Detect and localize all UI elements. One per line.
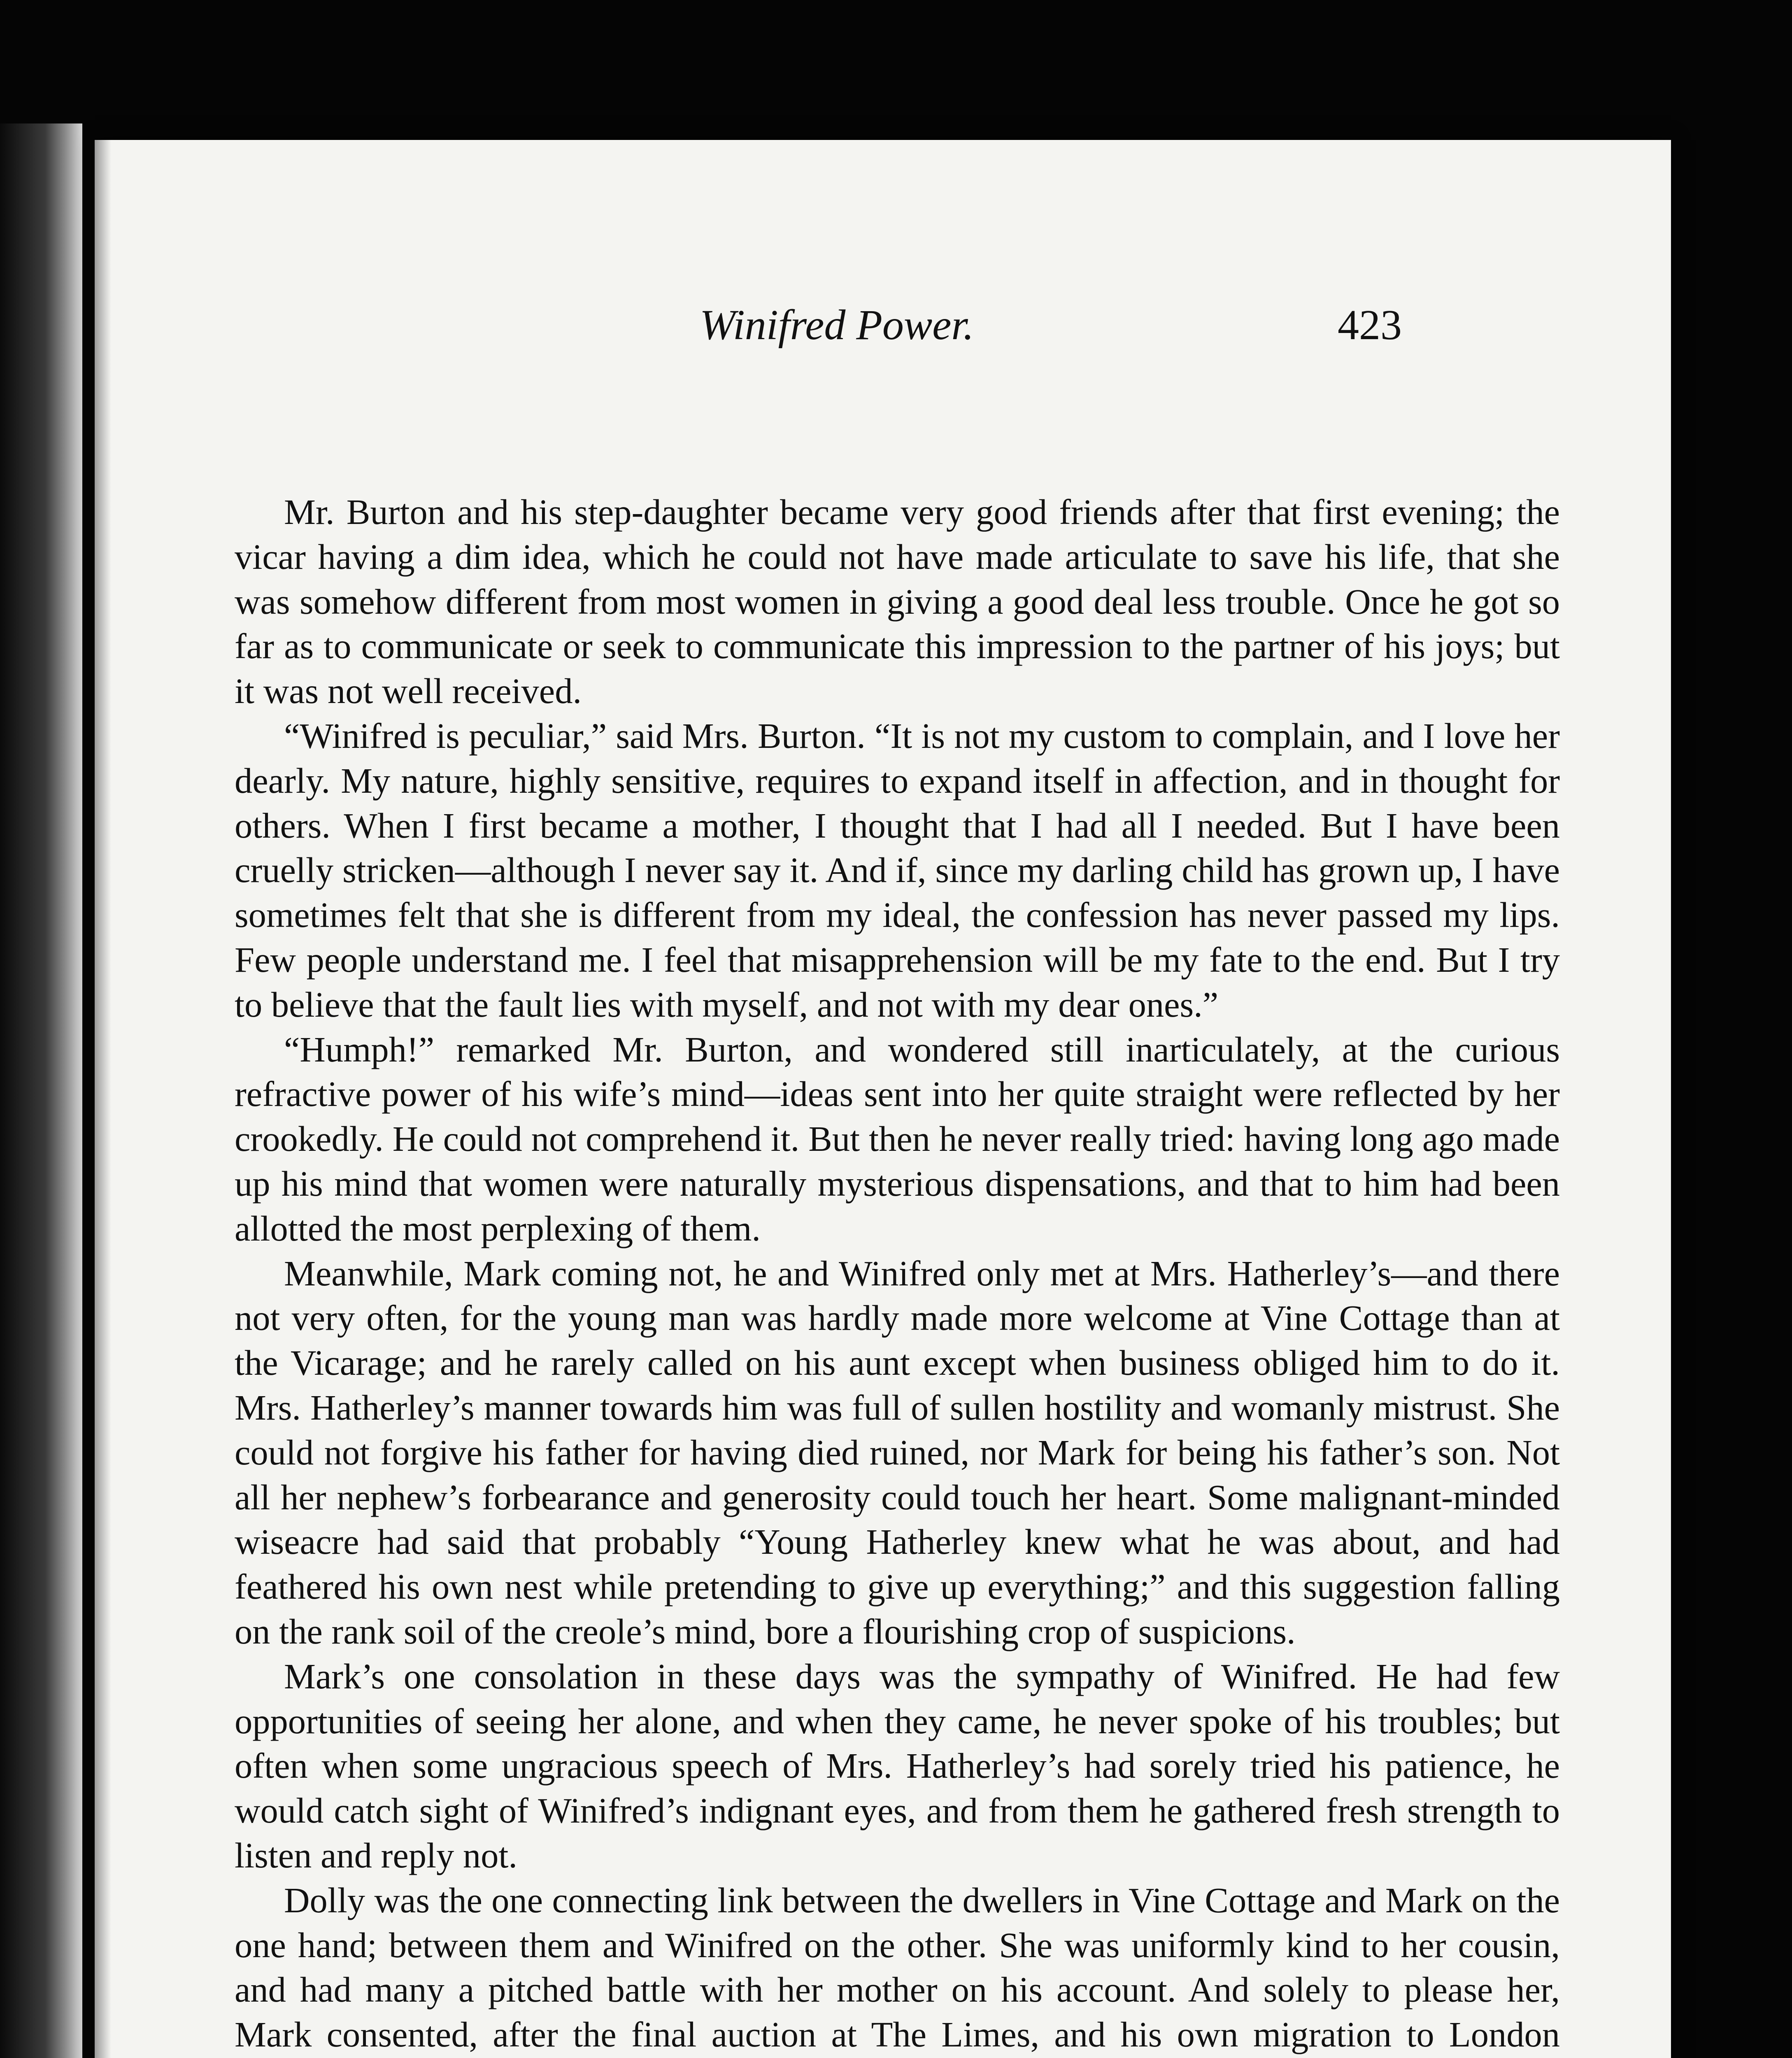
paragraph: Mr. Burton and his step-daughter became very good friends after that first evening; the vicar having a dim idea, which he could not have made articulate to save his life, that she was somehow different from most women in giving a good deal less trouble. Once he got so far as to communicate or seek to communicate this impression to the partner of his joys; but it was not well received. (235, 492, 1560, 711)
body-text (235, 490, 1560, 2058)
running-title: Winifred Power. (700, 301, 974, 349)
running-head (95, 292, 1671, 358)
paragraph: Dolly was the one connecting link between the dwellers in Vine Cottage and Mark on the one hand; between them and Winifred on the other. She was uniformly kind to her cousin, and had many a pitched battle with her mother on his account. And solely to please her, Mark consented, after the final auction at The Limes, and his own migration to London (235, 1880, 1560, 2055)
facing-page-edge (0, 123, 82, 2058)
page-gutter-shadow (95, 140, 111, 2058)
paragraph: “Humph!” remarked Mr. Burton, and wondered still inarticulately, at the curious refractive power of his wife’s mind—ideas sent into her quite straight were reflected by her crookedly. He could not comprehend it. But then he never really tried: having long ago made up his mind that women were naturally mysterious dispensations, and that to him had been allotted the most perplexing of them. (235, 1029, 1560, 1248)
paragraph: Mark’s one consolation in these days was the sympathy of Winifred. He had few opportunities of seeing her alone, and when they came, he never spoke of his troubles; but often when some ungracious speech of Mrs. Hatherley’s had sorely tried his patience, he would catch sight of Winifred’s indignant eyes, and from them he gathered fresh strength to listen and reply not. (235, 1656, 1560, 1875)
book-page (95, 140, 1671, 2058)
paragraph: Meanwhile, Mark coming not, he and Winifred only met at Mrs. Hatherley’s—and there not very often, for the young man was hardly made more welcome at Vine Cottage than at the Vicarage; and he rarely called on his aunt except when business obliged him to do it. Mrs. Hatherley’s manner towards him was full of sullen hostility and womanly mistrust. She could not forgive his father for having died ruined, nor Mark for being his father’s son. Not all her nephew’s forbearance and generosity could touch her heart. Some malignant-minded wiseacre had said that probably “Young Hatherley knew what he was about, and had feathered his own nest while pretending to give up everything;” and this suggestion falling on the rank soil of the creole’s mind, bore a flourishing crop of suspicions. (235, 1253, 1560, 1651)
page-number: 423 (1338, 301, 1402, 349)
paragraph: “Winifred is peculiar,” said Mrs. Burton. “It is not my custom to complain, and I love her dearly. My nature, highly sensitive, requires to expand itself in affection, and in thought for others. When I first became a mother, I thought that I had all I needed. But I have been cruelly stricken—although I never say it. And if, since my darling child has grown up, I have sometimes felt that she is different from my ideal, the confession has never passed my lips. Few people understand me. I feel that misapprehension will be my fate to the end. But I try to believe that the fault lies with myself, and not with my dear ones.” (235, 716, 1560, 1024)
